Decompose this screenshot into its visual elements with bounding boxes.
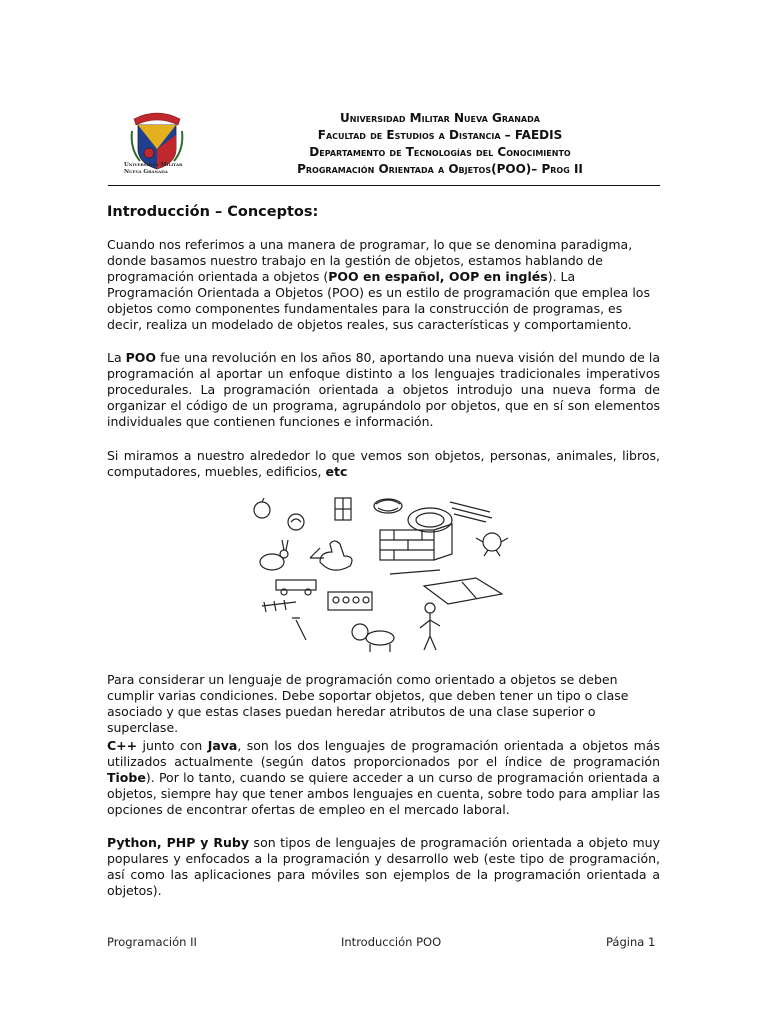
- objects-illustration: [240, 490, 520, 658]
- footer-page-number: Página 1: [606, 935, 656, 949]
- header-course: Programación Orientada a Objetos(POO)– Prog II: [297, 162, 583, 176]
- header-divider: [108, 185, 660, 186]
- header-department: Departamento de Tecnologías del Conocimiento: [309, 145, 571, 159]
- section-title: Introducción – Conceptos:: [107, 204, 319, 220]
- logo-caption: Universidad Militar Nueva Granada: [124, 162, 183, 175]
- paragraph-4: Para considerar un lenguaje de programación como orientado a objetos se deben cumplir varias condiciones. Debe soportar objetos, que deben tener un tipo o clase asociado y que estas clases puedan heredar atributos de una clase superior o superclase.: [107, 672, 629, 735]
- paragraph-3: Si miramos a nuestro alrededor lo que vemos son objetos, personas, animales, libros, computadores, muebles, edificios, etc: [107, 448, 660, 479]
- footer-center: Introducción POO: [341, 935, 442, 949]
- paragraph-1: Cuando nos referimos a una manera de programar, lo que se denomina paradigma, donde basamos nuestro trabajo en la gestión de objetos, estamos hablando de programación orientada a objetos (POO en español, OOP en inglés). La Programación Orientada a Objetos (POO) es un estilo de programación que emplea los objetos como componentes fundamentales para la construcción de programas, es decir, realiza un modelado de objetos reales, sus características y comportamiento.: [107, 237, 650, 332]
- footer-left: Programación II: [107, 935, 197, 949]
- paragraph-6: Python, PHP y Ruby son tipos de lenguajes de programación orientada a objeto muy populares y enfocados a la programación y desarrollo web (este tipo de programación, así como las aplicaciones para móviles son ejemplos de la programación orientada a objetos).: [107, 835, 660, 898]
- header-faculty: Facultad de Estudios a Distancia – FAEDIS: [317, 128, 563, 142]
- paragraph-5: C++ junto con Java, son los dos lenguajes de programación orientada a objetos más utilizados actualmente (según datos proporcionados por el índice de programación Tiobe). Por lo tanto, cuando se quiere acceder a un curso de programación orientada a objetos, siempre hay que tener ambos lenguajes en cuenta, sobre todo para ampliar las opciones de encontrar ofertas de empleo en el mercado laboral.: [107, 738, 660, 817]
- document-header: [220, 110, 660, 178]
- header-university: Universidad Militar Nueva Granada: [340, 111, 540, 125]
- paragraph-2: La POO fue una revolución en los años 80, aportando una nueva visión del mundo de la programación al aportar un enfoque distinto a los lenguajes tradicionales imperativos procedurales. La programación orientada a objetos introdujo una nueva forma de organizar el código de un programa, agrupándolo por objetos, que en sí son elementos individuales que contienen funciones e información.: [107, 350, 660, 429]
